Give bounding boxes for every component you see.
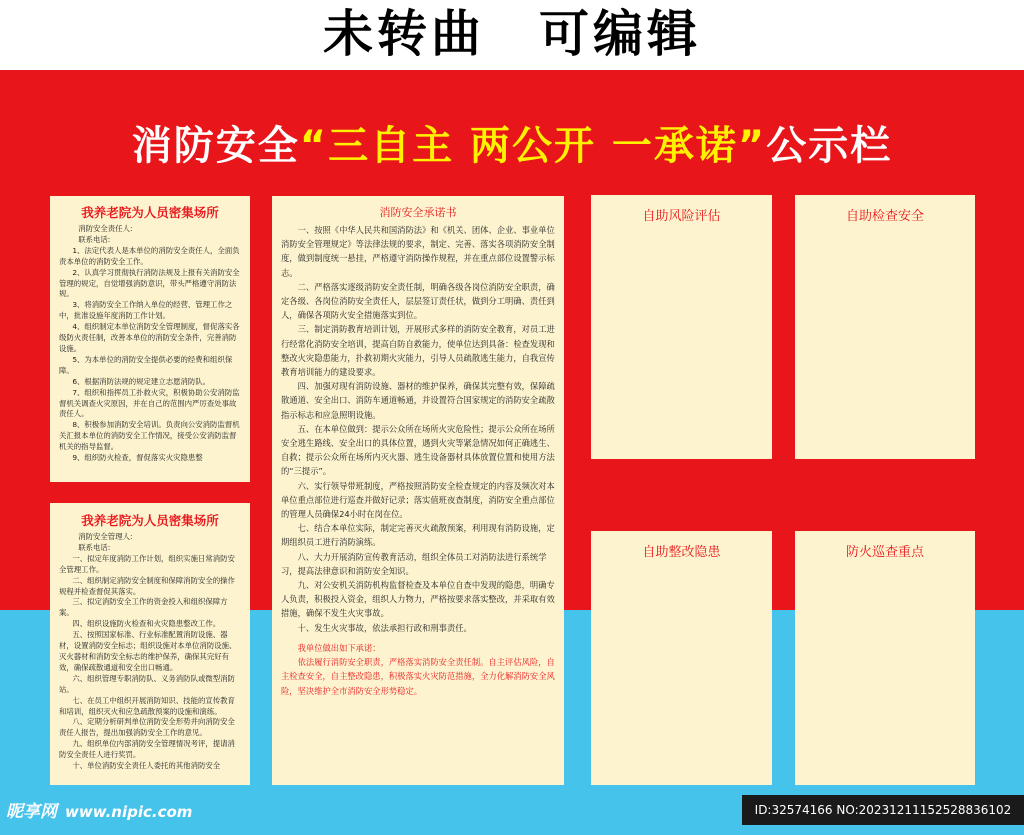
- panel1-line: 联系电话:: [78, 234, 111, 244]
- title-part1: 消防安全: [131, 123, 300, 169]
- watermark-brand: 昵享网: [6, 802, 57, 822]
- panel2-line: 三、拟定消防安全工作的资金投入和组织保障方案。: [59, 597, 228, 618]
- panel2-line: 一、拟定年度消防工作计划，组织实施日常消防安全管理工作。: [59, 553, 235, 574]
- pledge-commit-heading: 我单位做出如下承诺：: [297, 642, 381, 653]
- panel2-line: 消防安全管理人:: [78, 532, 133, 541]
- hazard-rectify-title: 自助整改隐患: [642, 545, 721, 560]
- risk-assessment-title: 自助风险评估: [642, 209, 721, 224]
- panel-risk-assessment: [591, 195, 772, 459]
- panel2-line: 十、单位消防安全责任人委托的其他消防安全: [72, 761, 221, 771]
- panel1-line: 8、积极参加消防安全培训。负责向公安消防监督机关汇报本单位的消防安全工作情况，接受公安消防监督机关的指导监督。: [59, 420, 240, 452]
- pledge-item: 四、加强对现有消防设施、器材的维护保养，确保其完整有效，保障疏散通道、安全出口、消防车通道畅通，并设置符合国家规定的消防安全疏散指示标志和应急照明设施。: [281, 381, 555, 420]
- panel1-title: 我养老院为人员密集场所: [81, 205, 219, 220]
- panel3-title: 消防安全承诺书: [379, 206, 457, 219]
- pledge-commit-body: 依法履行消防安全职责，严格落实消防安全责任制。自主评估风险，自主检查安全，自主整改隐患，积极落实火灾防范措施，全力化解消防安全风险，坚决维护全市消防安全形势稳定。: [281, 657, 555, 696]
- panel2-line: 二、组织制定消防安全制度和保障消防安全的操作规程并检查督促其落实。: [59, 575, 235, 596]
- patrol-focus-title: 防火巡查重点: [845, 545, 924, 560]
- title-part3: 公示栏: [766, 123, 893, 169]
- panel1-line: 1、法定代表人是本单位的消防安全责任人，全面负责本单位的消防安全工作。: [59, 245, 240, 266]
- panel-pledge: [272, 196, 564, 785]
- panel2-line: 四、组织设施防火检查和火灾隐患整改工作。: [72, 619, 221, 629]
- pledge-item: 十、发生火灾事故，依法承担行政和刑事责任。: [297, 622, 472, 633]
- panel2-line: 联系电话:: [78, 542, 111, 552]
- panel1-line: 6、根据消防法规的规定建立志愿消防队。: [72, 376, 211, 386]
- pledge-item: 一、按照《中华人民共和国消防法》和《机关、团体、企业、事业单位消防安全管理规定》等法律法规的要求，制定、完善、落实各项消防安全制度，做到制度统一悬挂，严格遵守消防操作规程，并在重点部位设置警示标志。: [281, 225, 555, 278]
- watermark-logo: [6, 797, 192, 822]
- panel2-line: 七、在员工中组织开展消防知识、技能的宣传教育和培训，组织灭火和应急疏散预案的设施和演练。: [59, 695, 235, 716]
- pledge-item: 六、实行领导带班制度，严格按照消防安全检查规定的内容及频次对本单位重点部位进行巡查并做好记录；落实值班夜查制度，消防安全重点部位的管理人员确保24小时在岗在位。: [281, 480, 555, 520]
- panel1-body: [59, 224, 241, 464]
- top-caption: 未转曲 可编辑: [323, 5, 701, 63]
- panel1-line: 4、组织制定本单位消防安全管理制度，督促落实各级防火责任制，改善本单位的消防安全条件，完善消防设施。: [59, 322, 240, 353]
- pledge-item: 八、大力开展消防宣传教育活动，组织全体员工对消防法进行系统学习，提高法律意识和消防安全知识。: [281, 551, 547, 576]
- panel1-line: 2、认真学习贯彻执行消防法规及上报有关消防安全管理的规定，自觉增强消防意识，带头严格遵守消防法规。: [59, 267, 240, 299]
- panel2-title: 我养老院为人员密集场所: [81, 513, 219, 528]
- pledge-item: 九、对公安机关消防机构监督检查及本单位自查中发现的隐患，明确专人负责，积极投入资金，组织人力物力，严格按要求落实整改，并采取有效措施，确保不发生火灾事故。: [281, 580, 555, 619]
- title-part2: “三自主 两公开 一承诺”: [299, 123, 767, 169]
- panel2-line: 六、组织管理专职消防队、义务消防队或微型消防站。: [59, 673, 235, 694]
- watermark-url: www.nipic.com: [65, 803, 193, 821]
- panel2-line: 八、定期分析研判单位消防安全形势并向消防安全责任人报告，提出加强消防安全工作的意见。: [59, 717, 235, 738]
- panel1-line: 7、组织和指挥员工扑救火灾，积极协助公安消防监督机关调查火灾原因，并在自己的范围内严厉查处事故责任人。: [59, 387, 240, 419]
- pledge-item: 二、严格落实逐级消防安全责任制，明确各级各岗位消防安全职责，确定各级、各岗位消防安全责任人，层层签订责任状，做到分工明确、责任到人，确保各项防火安全措施落实到位。: [281, 281, 555, 321]
- panel2-line: 九、组织单位内部消防安全管理情况考评，提请消防安全责任人进行奖罚。: [59, 739, 235, 760]
- image-id-badge: ID:32574166 NO:20231211152528836102: [742, 795, 1024, 825]
- panel-responsible-person: [50, 196, 250, 482]
- panel1-line: 9、组织防火检查，督促落实火灾隐患整: [72, 453, 203, 463]
- panel1-line: 5、为本单位的消防安全提供必要的经费和组织保障。: [59, 354, 233, 375]
- pledge-item: 七、结合本单位实际，制定完善灭火疏散预案，利用现有消防设施，定期组织员工进行消防演练。: [281, 523, 555, 548]
- panel2-body: [59, 532, 241, 772]
- panel-safety-check: [795, 195, 975, 459]
- panel-hazard-rectify: [591, 531, 772, 785]
- board-title: [0, 118, 1024, 174]
- panel1-line: 消防安全责任人:: [78, 224, 133, 233]
- panel3-body: [281, 223, 555, 698]
- panel1-line: 3、将消防安全工作纳入单位的经营、管理工作之中，批准设施年度消防工作计划。: [59, 300, 233, 321]
- pledge-item: 三、制定消防教育培训计划，开展形式多样的消防安全教育，对员工进行经常化消防安全培训，提高自防自救能力，使单位达到具备：检查发现和整改火灾隐患能力，扑救初期火灾能力，引导人员疏散逃生能力，自我宣传教育培训能力的建设要求。: [281, 324, 555, 378]
- pledge-item: 五、在本单位做到：提示公众所在场所火灾危险性；提示公众所在场所安全逃生路线、安全出口的具体位置，遇到火灾等紧急情况如何正确逃生、自救；提示公众所在场所内灭火器、逃生设备器材具体放置位置和使用方法的“三提示”。: [281, 423, 555, 477]
- panel-patrol-focus: [795, 531, 975, 785]
- panel2-line: 五、按照国家标准、行业标准配置消防设施、器材，设置消防安全标志；组织设施对本单位消防设施、灭火器材和消防安全标志的维护保养，确保其完好有效，确保疏散通道和安全出口畅通。: [59, 630, 237, 672]
- safety-check-title: 自助检查安全: [845, 209, 924, 224]
- panel-safety-manager: [50, 503, 250, 785]
